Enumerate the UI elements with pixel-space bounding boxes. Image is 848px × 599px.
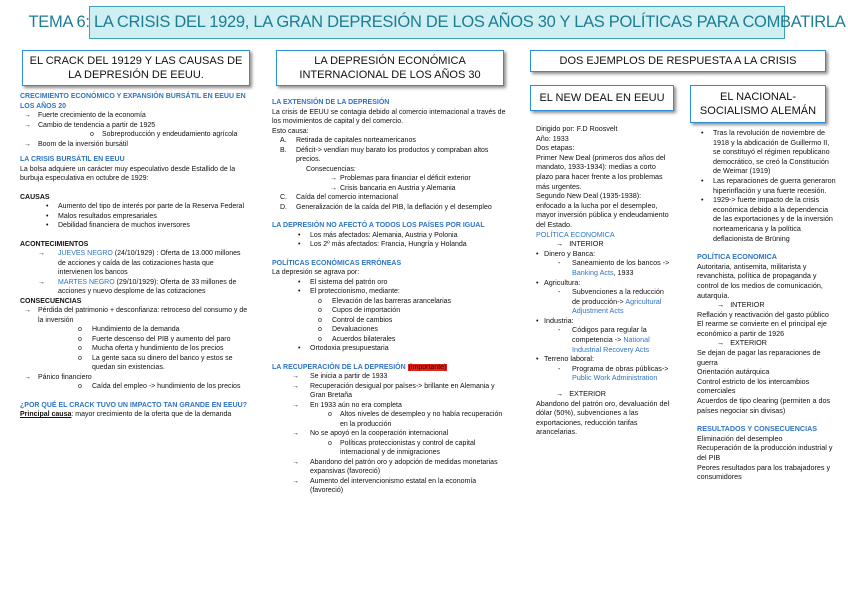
section-box-nacional-socialismo-label: EL NACIONAL-SOCIALISMO ALEMÁN xyxy=(699,91,817,117)
section-box-depresion-label: LA DEPRESIÓN ECONÓMICA INTERNACIONAL DE LOS AÑOS 30 xyxy=(299,55,481,81)
text-interior-2: El rearme se convierte en el principal eje económico a partir de 1926 xyxy=(697,319,827,338)
list-item: • Los 2º más afectados: Francia, Hungría y Holanda xyxy=(298,241,467,248)
list-item: • El sistema del patrón oro xyxy=(298,278,388,286)
text-esto-causa: Esto causa: xyxy=(272,127,309,135)
heading-recuperacion: LA RECUPERACIÓN DE LA DEPRESIÓN (importante) xyxy=(272,363,447,371)
heading-interior-nazi: → INTERIOR xyxy=(717,300,765,310)
text-anio: Año: 1933 xyxy=(536,133,569,143)
section-box-new-deal xyxy=(530,85,674,111)
link-agricultural-acts[interactable]: Agricultural Adjustment Acts xyxy=(572,296,662,316)
list-item: o Elevación de las barreras arancelarias xyxy=(318,297,452,305)
list-item: - Subvenciones a la reducción de producción-> Agricultural Adjustment Acts xyxy=(558,287,664,316)
link-jueves-negro[interactable]: JUEVES NEGRO xyxy=(58,250,113,257)
section-box-new-deal-label: EL NEW DEAL EN EEUU xyxy=(539,92,665,104)
section-box-nacional-socialismo xyxy=(690,85,826,123)
list-item: • Agricultura: xyxy=(536,277,581,287)
heading-politica-economica-nazi: POLÍTICA ECONOMICA xyxy=(697,252,777,262)
text-extension: La crisis de EEUU se contagia debido al comercio internacional a través de los movimientos de capital y del comercio. xyxy=(272,108,506,125)
heading-interior: → INTERIOR xyxy=(556,239,604,249)
list-item: → Aumento del intervencionismo estatal en la economía (favoreció) xyxy=(292,477,477,494)
heading-por-que: ¿POR QUÉ EL CRACK TUVO UN IMPACTO TAN GRANDE EN EEUU? xyxy=(20,401,247,409)
text-interior-1: Reflación y reactivación del gasto público xyxy=(697,309,829,319)
list-item: → Cambio de tendencia a partir de 1925 xyxy=(24,121,156,129)
list-item: → MARTES NEGRO (29/10/1929): Oferta de 33 millones de acciones y nuevo desplome de las cotizaciones xyxy=(38,278,237,295)
list-item: o Altos niveles de desempleo y no había recuperación en la producción xyxy=(328,411,503,428)
text-resultado-3: Peores resultados para los trabajadores y consumidores xyxy=(697,462,831,482)
text-primer-new-deal: Primer New Deal (primeros dos años del mandato, 1933-1934): medias a corto plazo para hacer frente a los problemas más urgentes. xyxy=(536,152,666,191)
list-item: • Los más afectados: Alemania, Austria y Polonia xyxy=(298,231,458,239)
text-principal-causa: Principal causa: mayor crecimiento de la oferta que de la demanda xyxy=(20,411,232,418)
list-item: → Abandono del patrón oro y adopción de medidas monetarias expansivas (favoreció) xyxy=(292,458,498,475)
text-etapas: Dos etapas: xyxy=(536,143,575,153)
link-public-work[interactable]: Public Work Administration xyxy=(572,373,658,383)
list-item: • Ortodoxia presupuestaria xyxy=(298,345,389,352)
list-item: o Hundimiento de la demanda xyxy=(78,326,180,333)
list-item: o La gente saca su dinero del banco y estos se quedan sin existencias. xyxy=(78,354,233,371)
list-item: A. Retirada de capitales norteamericanos xyxy=(280,137,416,144)
text-exterior-2: Orientación autárquica xyxy=(697,367,770,377)
column-crack xyxy=(20,92,248,420)
text-exterior-1: Se dejan de pagar las reparaciones de guerra xyxy=(697,348,821,367)
text-exterior-3: Control estricto de los intercambios comerciales xyxy=(697,376,810,396)
list-item: → Se inicia a partir de 1933 xyxy=(292,373,388,380)
column-depresion xyxy=(272,98,506,496)
section-box-ejemplos-label: DOS EJEMPLOS DE RESPUESTA A LA CRISIS xyxy=(559,55,797,67)
section-box-crack xyxy=(22,50,250,86)
list-item: • 1929-> fuerte impacto de la crisis económica debido a la dependencia de las exportaciones y de la inversión norteamericana y la política deflacionista de Brüning xyxy=(701,195,833,243)
list-item: o Control de cambios xyxy=(318,316,393,324)
section-box-depresion xyxy=(276,50,504,86)
heading-extension: LA EXTENSIÓN DE LA DEPRESIÓN xyxy=(272,99,390,106)
list-item: → En 1933 aún no era completa xyxy=(292,401,402,409)
text-resultado-2: Recuperación de la producción industrial y del PIB xyxy=(697,443,833,462)
text-politica-nazi: Autoritaria, antisemita, militarista y revanchista, política de propaganda y control de los medios de comunicación, autarquía. xyxy=(697,261,823,300)
list-item: o Políticas proteccionistas y control de capital internacional y de inmigraciones xyxy=(328,439,476,456)
text-consecuencias: Consecuencias: xyxy=(306,165,356,173)
list-item: o Mucha oferta y hundimiento de los precios xyxy=(78,345,224,352)
important-badge: (importante) xyxy=(408,363,447,371)
list-item: • Dinero y Banca: xyxy=(536,248,596,258)
section-box-crack-label: EL CRACK DEL 19129 Y LAS CAUSAS DE LA DEPRESIÓN DE EEUU. xyxy=(29,55,243,81)
text-exterior-4: Acuerdos de tipo clearing (permiten a dos países negociar sin divisas) xyxy=(697,396,831,415)
list-item: o Fuerte descenso del PIB y aumento del paro xyxy=(78,335,231,343)
link-national-industrial[interactable]: National Industrial Recovery Acts xyxy=(572,335,650,354)
list-item: o Caída del empleo -> hundimiento de los precios xyxy=(78,383,241,390)
text-dirigido: Dirigido por: F.D Roosvelt xyxy=(536,124,618,133)
text-crisis-bursatil: La bolsa adquiere un carácter muy especulativo desde Estallido de la burbuja especulativa en octubre de 1929: xyxy=(20,165,236,182)
list-item: • El proteccionismo, mediante: xyxy=(298,288,400,295)
list-item: → No se apoyó en la cooperación internacional xyxy=(292,430,449,437)
list-item: → Pérdida del patrimonio + desconfianza: retroceso del consumo y de la inversión xyxy=(24,307,248,324)
list-item: • Aumento del tipo de interés por parte de la Reserva Federal xyxy=(46,203,244,210)
text-agrava: La depresión se agrava por: xyxy=(272,269,360,276)
text-segundo-new-deal: Segundo New Deal (1935-1938): enfocado a la lucha por el desempleo, mayor inversión pública y endeudamiento del Estado. xyxy=(536,191,669,229)
list-item: B. Déficit-> vendían muy barato los productos y compraban altos precios. xyxy=(280,146,489,163)
list-item: → Boom de la inversión bursátil xyxy=(24,140,128,148)
list-item: • Tras la revolución de noviembre de 1918 y la abdicación de Guillermo II, se constituyó el régimen republicano democrático, se creó la Constitución de Weimar (1919) xyxy=(701,128,830,176)
link-banking-acts[interactable]: Banking Acts xyxy=(572,267,614,277)
list-item: → Crisis bancaria en Austria y Alemania xyxy=(330,184,456,192)
heading-causas: CAUSAS xyxy=(20,193,50,201)
list-item: → JUEVES NEGRO (24/10/1929) : Oferta de 13.000 millones de acciones y caída de las cotizaciones hasta que intervienen los bancos xyxy=(38,250,241,276)
heading-crecimiento: CRECIMIENTO ECONÓMICO Y EXPANSIÓN BURSÁTIL EN EEUU EN LOS AÑOS 20 xyxy=(20,93,246,110)
heading-consecuencias: CONSECUENCIAS xyxy=(20,297,82,305)
page-title: TEMA 6: LA CRISIS DEL 1929, LA GRAN DEPRESIÓN DE LOS AÑOS 30 Y LAS POLÍTICAS PARA COMBATIRLA xyxy=(89,6,785,39)
list-item: - Programa de obras públicas-> Public Work Administration xyxy=(558,363,669,383)
heading-resultados: RESULTADOS Y CONSECUENCIAS xyxy=(697,424,818,434)
list-item: C. Caída del comercio internacional xyxy=(280,194,398,201)
list-item: • Las reparaciones de guerra generaron hiperinflación y una fuerte recesión. xyxy=(701,175,836,195)
list-item: → Pánico financiero xyxy=(24,373,92,381)
heading-politicas-erroneas: POLÍTICAS ECONÓMICAS ERRÓNEAS xyxy=(272,259,402,267)
list-item: D. Generalización de la caída del PIB, la deflación y el desempleo xyxy=(280,203,492,211)
list-item: • Debilidad financiera de muchos inversores xyxy=(46,222,190,229)
list-item: - Saneamiento de los bancos -> Banking Acts, 1933 xyxy=(558,258,670,277)
list-item: → Recuperación desigual por países-> brillante en Alemania y Gran Bretaña xyxy=(292,382,495,399)
list-item: o Sobreproducción y endeudamiento agrícola xyxy=(90,131,238,138)
heading-exterior: → EXTERIOR xyxy=(556,389,606,399)
heading-exterior-nazi: → EXTERIOR xyxy=(717,338,767,348)
list-item: • Terreno laboral: xyxy=(536,354,594,364)
heading-crisis-bursatil: LA CRISIS BURSÁTIL EN EEUU xyxy=(20,156,125,163)
list-item: → Problemas para financiar el déficit exterior xyxy=(330,175,471,182)
text-resultado-1: Eliminación del desempleo xyxy=(697,433,783,443)
heading-politica-economica: POLÍTICA ECONOMICA xyxy=(536,229,615,239)
heading-no-afecto: LA DEPRESIÓN NO AFECTÓ A TODOS LOS PAÍSES POR IGUAL xyxy=(272,222,485,229)
list-item: • Industria: xyxy=(536,315,574,325)
column-nacional-socialismo xyxy=(697,128,837,482)
list-item: • Malos resultados empresariales xyxy=(46,212,157,220)
list-item: - Códigos para regular la competencia -> National Industrial Recovery Acts xyxy=(558,325,650,354)
list-item: o Cupos de importación xyxy=(318,307,401,314)
column-new-deal xyxy=(536,124,672,437)
list-item: o Acuerdos bilaterales xyxy=(318,335,396,343)
link-martes-negro[interactable]: MARTES NEGRO xyxy=(58,278,115,286)
heading-acontecimientos: ACONTECIMIENTOS xyxy=(20,240,89,248)
section-box-ejemplos xyxy=(530,50,826,72)
list-item: → Fuerte crecimiento de la economía xyxy=(24,112,146,119)
text-exterior: Abandono del patrón oro, devaluación del dólar (50%), subvenciones a las exportaciones, reducción tarifas arancelarias. xyxy=(536,398,670,437)
list-item: o Devaluaciones xyxy=(318,326,378,333)
